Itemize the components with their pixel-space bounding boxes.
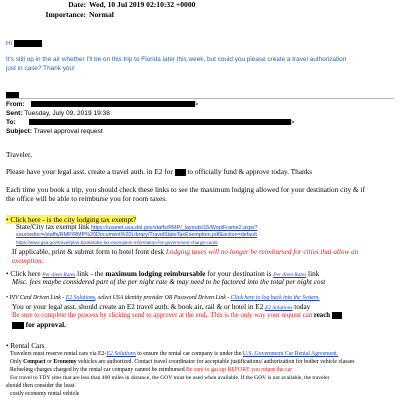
rental-line-4: For travel to TDY sites that are less than 400 miles in distance, the GOV must be used when available. If the GOV is not available, the traveler	[10, 375, 330, 381]
state-city-link-1[interactable]: https://usanet.usa.doi.gov/staffs/RMP/_layouts/15/WopiFrame2.aspx?	[91, 225, 258, 231]
state-city-link-2[interactable]: sourcedoc=/staffs/RMP/RMP%20Document%20Library/TravelStateTaxExemption.pdf&action=default	[16, 232, 257, 238]
piv-e2-link[interactable]: E2 Solutions	[65, 295, 96, 301]
rental-line-3: Refueling charges charged by the rental car company cannot be reimbursed Be sure to gas up BEFORE you return the car	[10, 367, 293, 373]
piv-red-line: Be sure to complete the process by clicking send to approver at the end,. This is the only way your request can reach	[12, 312, 342, 319]
rental-line-2: Only Compact or Economy vehicles are authorized. Contact travel coordinator for acceptable justifications/ authorization for bother vehicle classes	[10, 359, 355, 365]
rental-line-6: costly economy rental vehicle	[10, 391, 80, 397]
password-login-link[interactable]: Click here to log back into the System.	[230, 295, 320, 301]
rental-line-5: should then consider the least	[6, 383, 75, 389]
reply-line-2: just in case? Thank you!	[6, 65, 75, 72]
paragraph-2-line-1: Each time you book a trip, you should check these links to see the maximum lodging allowed for your destination city & if	[6, 185, 365, 194]
forward-sent: Sent: Tuesday, July 09, 2019 19:38	[6, 110, 110, 117]
date-value: Wed, 10 Jul 2019 02:10:32 +0000	[89, 0, 196, 9]
redacted-name	[14, 40, 42, 47]
applicable-line-2: exemption.	[12, 257, 44, 265]
misc-fees-line: Misc. fees maybe considered part of the per night rate & may need to be factored into the total per night cost	[12, 278, 326, 286]
paragraph-1: Please have your legal asst. create a travel auth. in E2 for to officially fund & approve today. Thanks	[6, 167, 313, 176]
per-diem-link-1[interactable]: Per diem Rates	[42, 272, 76, 278]
redacted-approver-2	[12, 322, 24, 329]
lodging-tax-heading[interactable]: • Click here - is the city lodging tax exempt?	[6, 215, 137, 224]
per-diem-line: • Click here Per diem Rates link - the maximum lodging reimbursable for your destination is Per diem Rates link	[6, 269, 320, 278]
date-label: Date:	[68, 0, 86, 9]
redacted-traveler	[175, 169, 186, 176]
per-diem-link-2[interactable]: Per diem Rates	[273, 272, 307, 278]
rental-heading: • Rental Cars	[6, 341, 45, 350]
date-header	[36, 0, 195, 9]
redacted-from	[31, 101, 195, 107]
redacted-approver	[332, 312, 342, 319]
state-city-line: State/City tax exempt link https://usanet.usa.doi.gov/staffs/RMP/_layouts/15/WopiFrame2.aspx?	[16, 223, 258, 231]
divider	[6, 98, 394, 99]
importance-label: Importance:	[45, 10, 86, 19]
importance-header	[36, 10, 114, 19]
applicable-line: If applicable, print & submit form to hotel front desk Lodging taxes will no longer be reimbursed for cities that allow an	[12, 248, 359, 256]
paragraph-2-line-2: the office will be able to reimburse you for room taxes.	[6, 194, 167, 203]
forward-subject: Subject: Travel approval request	[6, 128, 103, 135]
rental-line-1: Travelers must reserve rental cars via E2-E2 Solutions to ensure the rental car company is under the U.S. Government Car Rental Agreement.	[10, 351, 339, 357]
rental-e2-link[interactable]: E2 Solutions	[106, 351, 136, 357]
importance-value: Normal	[89, 10, 114, 19]
piv-line: • PIV Card Driven Link - E2 Solutions, select USA identity provider OR Password Driven Link - Click here to log back into the System.	[6, 295, 320, 301]
salutation: Traveler,	[6, 150, 32, 159]
state-city-link-3-line	[16, 240, 218, 245]
piv-line-2: You or your legal asst. should create an E2 travel auth. & book air, rail & or hotel in E2 E2 Solutions today	[12, 303, 311, 311]
state-city-link-3[interactable]: https://www.gsa.gov/travel/plan-book/state-tax-exemption-information-for-government-charge-cards	[16, 240, 218, 245]
reply-line-1: It's still up in the air whether I'll be on this trip to Florida later this week, but could you please create a travel authorization	[6, 56, 347, 63]
forward-from: From: >	[6, 101, 199, 108]
piv-e2-link-2[interactable]: E2 Solutions	[265, 305, 293, 311]
state-city-link-2-line	[16, 232, 257, 238]
forward-to: To: >	[6, 119, 295, 126]
redacted-to	[29, 119, 291, 125]
reply-greeting: Hi	[6, 40, 42, 47]
piv-approval-line: for approval.	[12, 321, 66, 329]
car-rental-agreement-link[interactable]: U.S. Government Car Rental Agreement.	[242, 351, 339, 357]
